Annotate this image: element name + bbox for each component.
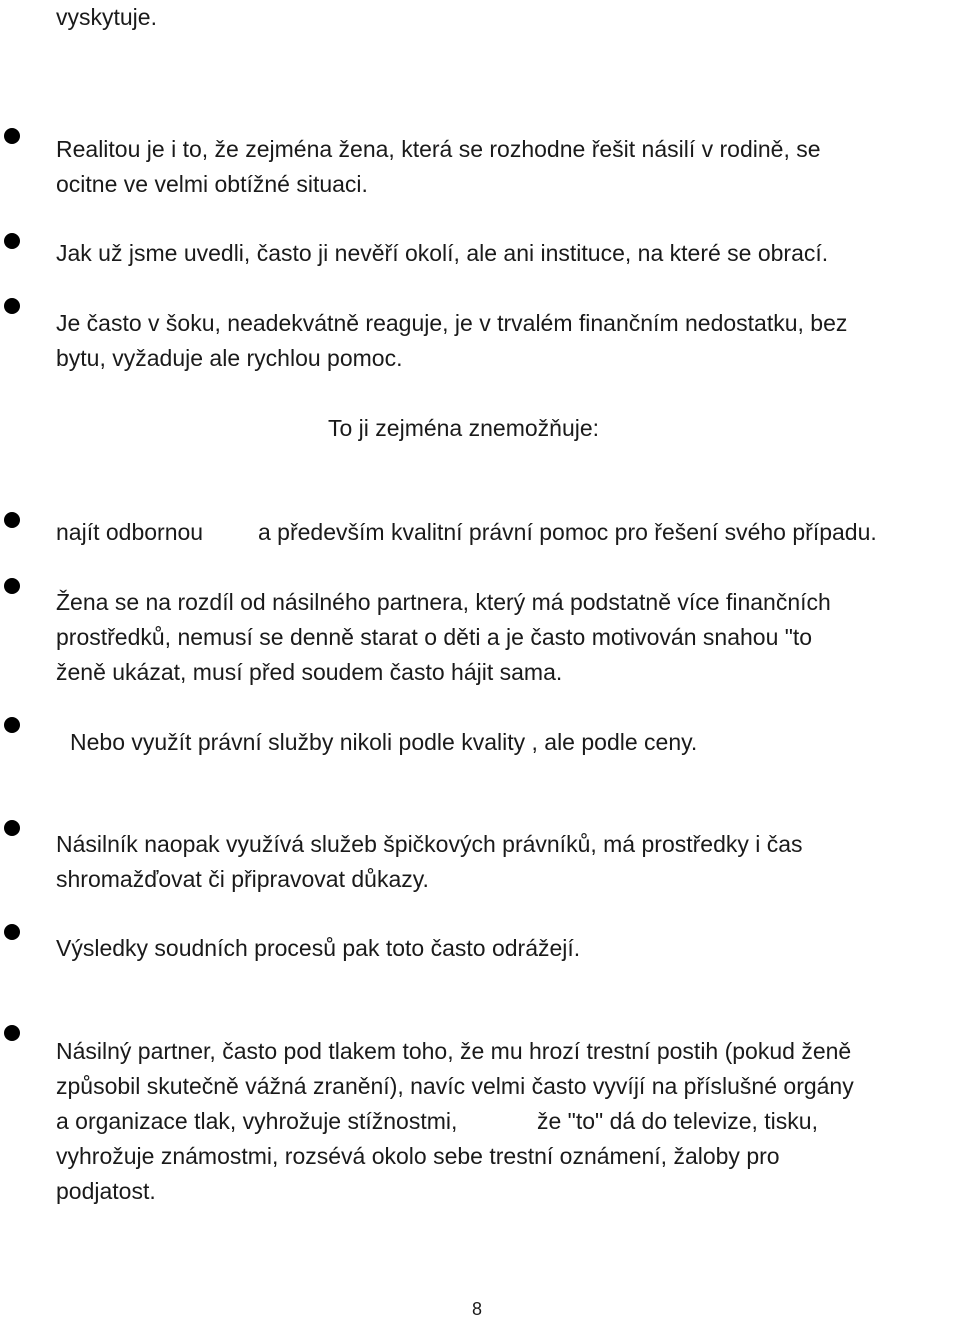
bullet-icon xyxy=(4,578,20,594)
bullet-icon xyxy=(4,717,20,733)
bullet-icon xyxy=(4,128,20,144)
bullet-icon xyxy=(4,1025,20,1041)
text-line: shromažďovat či připravovat důkazy. xyxy=(56,866,429,892)
text-line: bytu, vyžaduje ale rychlou pomoc. xyxy=(56,345,403,371)
text-line: že "to" dá do televize, tisku, xyxy=(537,1108,818,1134)
text-line: To ji zejména znemožňuje: xyxy=(328,415,600,441)
bullet-icon xyxy=(4,924,20,940)
text-line: Výsledky soudních procesů pak toto často odrážejí. xyxy=(56,935,581,961)
text-line: ženě ukázat, musí před soudem často hájit sama. xyxy=(56,659,563,685)
bullet-icon xyxy=(4,512,20,528)
text-line: prostředků, nemusí se denně starat o děti a je často motivován snahou "to xyxy=(56,624,813,650)
text-line: Jak už jsme uvedli, často ji nevěří okolí, ale ani instituce, na které se obrací. xyxy=(56,240,829,266)
bullet-icon xyxy=(4,298,20,314)
text-line: vyskytuje. xyxy=(56,4,157,30)
text-line: Žena se na rozdíl od násilného partnera, který má podstatně více finančních xyxy=(56,589,831,615)
text-line: Realitou je i to, že zejména žena, která se rozhodne řešit násilí v rodině, se xyxy=(56,136,821,162)
text-line: Násilný partner, často pod tlakem toho, že mu hrozí trestní postih (pokud ženě xyxy=(56,1038,852,1064)
text-line: Nebo využít právní služby nikoli podle kvality , ale podle ceny. xyxy=(70,729,698,755)
text-line: vyhrožuje známostmi, rozsévá okolo sebe trestní oznámení, žaloby pro xyxy=(56,1143,780,1169)
text-line: ocitne ve velmi obtížné situaci. xyxy=(56,171,368,197)
bullet-icon xyxy=(4,233,20,249)
text-line: a organizace tlak, vyhrožuje stížnostmi, xyxy=(56,1108,458,1134)
bullet-icon xyxy=(4,820,20,836)
page-number: 8 xyxy=(472,1299,483,1319)
text-line: podjatost. xyxy=(56,1178,156,1204)
text-line: Je často v šoku, neadekvátně reaguje, je v trvalém finančním nedostatku, bez xyxy=(56,310,848,336)
text-line: způsobil skutečně vážná zranění), navíc velmi často vyvíjí na příslušné orgány xyxy=(56,1073,854,1099)
text-line: Násilník naopak využívá služeb špičkových právníků, má prostředky i čas xyxy=(56,831,803,857)
text-line: a především kvalitní právní pomoc pro řešení svého případu. xyxy=(258,519,877,545)
text-line: najít odbornou xyxy=(56,519,204,545)
